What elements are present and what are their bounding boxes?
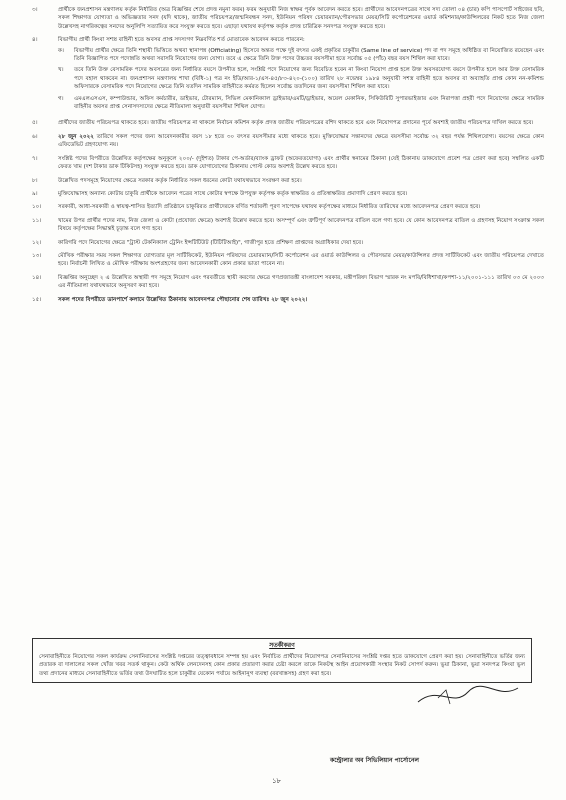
clause-number: ৯।	[32, 190, 38, 197]
warning-title: সতর্কীকরণ	[269, 642, 295, 649]
clause-text-wrap	[58, 296, 544, 304]
sub-clause-label: খ।	[58, 67, 64, 74]
clause-text-wrap	[58, 190, 544, 198]
sub-clause-label: ক।	[58, 47, 64, 54]
clause-text: বিজ্ঞপ্তির অনুচ্ছেদ ২ এ উল্লেখিত অস্থায়ী পদ সমূহে নিয়োগ এবং পরবর্তীতে স্থায়ী করণের ক্ষেত্রে গণপ্রজাতন্ত্রী বাংলাদেশ সরকার, মন্ত্রীপরিষদ বিভাগ স্মারক নং মপবি/বিধিশাখা/কপশা-১১/২০০১-১১১ তারিখ ০৩ মে ২০০৩ এর নীতিমালা যথাযথভাবে অনুসরণ করা হবে।	[58, 274, 544, 290]
clause-item	[32, 296, 544, 304]
clause-item	[32, 177, 544, 185]
clause-item	[32, 36, 544, 114]
sub-clause	[58, 66, 544, 91]
clause-number: ১৫।	[32, 296, 42, 303]
clause-number: ১০।	[32, 204, 42, 211]
sub-clause-text: বিভাগীয় প্রার্থীর ক্ষেত্রে তিনি শস্থায়ী ভিত্তিতে অথবা স্থানাপন্ন (Officiating) হিসেবে অন্তত পক্ষে দুই বৎসর একই প্রকৃতির চাকুরীর (Same line of service) পদ বা পদ সমূহে অধিষ্ঠিত বা নিয়োজিত রয়েছেন এবং তিনি বিজ্ঞাপিত পদে পদোন্নতি অথবা সরাসরি নিয়োগের জন্য যোগ্য। তবে এ ক্ষেত্রে তিনি উক্ত পদের উচ্চতর বয়সসীমা হতে সর্বোচ্চ ০৫ (পাঁচ) বছর বয়স শিথিল করা যাবে।	[74, 47, 544, 63]
signature-mark	[408, 680, 528, 710]
page-number: ১৮	[272, 777, 282, 785]
clause-text: প্রার্থীদের জাতীয় পরিচয়পত্র থাকতে হবে। জাতীয় পরিচয়পত্র না থাকলে নির্বাচন কমিশন কর্তৃক প্রদত্ত জাতীয় পরিচয়পত্রের রশিদ থাকতে হবে এবং নিয়োগপত্র প্রদানের পূর্বে অবশ্যই জাতীয় পরিচয়পত্র দাখিল করতে হবে।	[58, 120, 534, 127]
clause-number: ১৩।	[32, 252, 42, 259]
clause-item	[32, 239, 544, 247]
signatory-designation: কন্ট্রোলার অব সিভিলিয়ান পার্সোনেল	[330, 757, 420, 764]
sub-clause	[58, 95, 544, 112]
warning-text: সেনাবাহিনীতে নিয়োগের সকল কার্যক্রম সেনানিবাসের সংশ্লিষ্ট দপ্তরের তত্ত্বাবধানে সম্পন্ন হয় এবং নির্বাচিত প্রার্থীদের নিয়োগপত্র সেনানিবাসের সংশ্লিষ্ট দপ্তর হতে ডাকযোগে প্রেরণ করা হয়। সেনাবাহিনীতে ভর্তির জন্য প্রতারক বা দালালের সকল খোঁজ খবর সতর্ক থাকুন। কেউ অর্থিক লেনদেনসহ কোন প্রকার প্রতারণা করার চেষ্টা করলে তাকে নিকটস্থ আইন প্রয়োগকারী সংস্থার নিকট সোপর্দ করুন। ভুয়া ঠিকানা, ভুয়া সনদপত্র কিংবা ভুল তথ্য প্রদানের মাধ্যমে সেনাবাহিনীতে ভর্তির তথ্য উদঘাটিত হলে চাকুরীর যেকোন পর্যায়ে আইনানুগ ব্যবস্থা (বরখাস্তসহ) গ্রহণ করা হবে।	[39, 653, 525, 677]
clause-text: প্রার্থীকে জনপ্রশাসন মন্ত্রণালয় কর্তৃক নির্ধারিত (অত্র বিজ্ঞপ্তির শেষে প্রদত্ত নমুনা ফরম) ফরম অনুযায়ী নিজ স্বাক্ষর পূর্বক আবেদন করতে হবে। প্রার্থীদের আবেদনপত্রের সাথে সদ্য তোলা ০৪ (চার) কপি পাসপোর্ট সাইজের ছবি, সকল শিক্ষাগত যোগ্যতা ও অভিজ্ঞতার সনদ (যদি থাকে), জাতীয় পরিচয়পত্র/জন্মনিবন্ধন সনদ, ইউনিয়ন পরিষদ চেয়ারম্যান/পৌরসভার মেয়র/সিটি কর্পোরেশনের ওয়ার্ড কমিশনার/কাউন্সিলরের নিকট হতে নিজ জেলা উল্লেখসহ নাগরিকত্বের সনদের অনুলিপি সত্যায়িত করে সংযুক্ত করতে হবে। এছাড়া যথাযথ কর্তৃপক্ষ কর্তৃক প্রদত্ত চারিত্রিক সনদপত্র সংযুক্ত করতে হবে।	[58, 7, 544, 30]
clause-number: ৬।	[32, 133, 38, 140]
clause-text: খামের উপর প্রার্থীর পদের নাম, নিজ জেলা ও কোটা (প্রযোজ্য ক্ষেত্রে) অবশ্যই উল্লেখ করতে হবে। অসম্পূর্ণ এবং ত্রুটিপূর্ণ আবেদনপত্র বাতিল বলে গণ্য হবে। যে কোন আবেদনপত্র বাতিল ও গ্রহণসহ নিয়োগ সংক্রান্ত সকল বিষয়ে কর্তৃপক্ষের সিদ্ধান্তই চূড়ান্ত বলে গণ্য হবে।	[58, 217, 544, 233]
sub-clause-text: তবে তিনি উক্ত বেসামরিক পদের অবসরের জন্য নির্ধারিত বয়সে উপনীত হলে, সংশ্লিষ্ট পদে নিয়োগের জন্য বিবেচিত হবেন না কিংবা নিয়োগ প্রাপ্ত হলে উক্ত অবসরযোগ্য বয়সে উপনীত হলে আর উক্ত বেসামরিক পদে বহাল থাকবেন না। জনপ্রশাসন মন্ত্রণালয় শাখা (বিধি-১) পত্র নং ইডি/আর-১/এস-৪৫/৮৩-৪২০-(১০০) তারিখ ২৮ নভেম্বর ১৯৮৪ অনুযায়ী সশস্ত্র বাহিনী হতে অবসর বা অব্যাহতি প্রাপ্ত কোন নন-কমিশন্ড অফিসারকে বেসামরিক পদে নিয়োগের ক্ষেত্রে তিনি যতদিন সামরিক বাহিনীতে কর্মরত ছিলেন সর্বোচ্চ ততদিনের জন্য বয়সসীমা শিথিল করা যাবে।	[74, 67, 544, 91]
clause-text-wrap	[58, 239, 544, 247]
sub-clause-text: এমএলএসএস, কম্পাউন্ডার, অফিস কর্মচারীর, ডাইভার, টোরম্যান, সিভিল মেকানিক্যাল ড্রাইভার/এমটি/ড্রাইভার, অয়েল মেকানিক, সিকিউরিটি সুপারভাইজার এবং নিরাপত্তা প্রহরী পদে নিয়োগের ক্ষেত্রে সামরিক বাহিনীর অবসর প্রাপ্ত সেনাসদস্যদের ক্ষেত্রে নীতিমালা অনুযায়ী বয়সসীমা শিথিল যোগ্য।	[74, 95, 544, 111]
clause-item	[32, 133, 544, 150]
clause-text: তারিখে সকল পদের জন্য আবেদনকারীর বয়স ১৮ হতে ৩০ বৎসর বয়সসীমার মধ্যে থাকতে হবে। মুক্তিযোদ্ধার সন্তানদের ক্ষেত্রে বয়সসীমা সর্বোচ্চ ৩২ বছর পর্যন্ত শিথিলযোগ্য। বয়সের ক্ষেত্রে কোন এফিডেভিট গ্রহণযোগ্য নয়।	[58, 133, 544, 149]
clause-text-wrap	[58, 133, 544, 150]
clause-text: সরকারী, আধা-সরকারী ও স্বায়ত্ব-শাসিত ইত্যাদি প্রতিষ্ঠানে চাকুরিরত প্রার্থীদেরকে বর্ণিত শর্তাবলী পূরণ সাপেক্ষে যথাযথ কর্তৃপক্ষের মাধ্যমে নির্ধারিত তারিখের মধ্যে আবেদনপত্র প্রেরণ করতে হবে।	[58, 204, 481, 211]
clause-number: ১৪।	[32, 274, 42, 281]
clause-number: ৮।	[32, 177, 38, 184]
clause-item	[32, 203, 544, 211]
clause-number: ৭।	[32, 155, 38, 162]
clause-text-wrap	[58, 155, 544, 172]
clause-text: সকল পদের বিপরীতে ডানপার্শে কলামে উল্লেখিত ঠিকানায় আবেদনপত্র পৌছানোর শেষ তারিখঃ ২৮ জুন ২০২২।	[58, 296, 308, 303]
clause-item	[32, 217, 544, 234]
sub-clause-label: গ।	[58, 95, 64, 102]
clause-text: মৌখিক পরীক্ষার সময় সকল শিক্ষাগত যোগ্যতার মূল সার্টিফিকেট, ইউনিয়ন পরিষদের চেয়ারম্যান/সিটি কর্পোরেশন এর ওয়ার্ড কাউন্সিলর ও পৌরসভার মেয়র/কাউন্সিলর প্রদত্ত সার্টিফিকেট এবং জাতীয় পরিচয়পত্র দেখাতে হবে। নির্বাচনী লিখিত ও মৌখিক পরীক্ষায় অংশগ্রহণের জন্য আবেদনকারী কোন প্রকার ভাতা পাবেন না।	[58, 252, 544, 268]
clause-text: সংশ্লিষ্ট পদের বিপরীতে উল্লেখিত কর্তৃপক্ষের অনুকূলে ২০০/- (দুইশত) টাকার পে-অর্ডার/ব্যাংক ড্রাফট (অফেরতযোগ্য) এবং প্রার্থীর স্বনামের ঠিকানা (যেই ঠিকানায় ডাকযোগে প্রবেশ পত্র প্রেরণ করা হবে) সম্বলিত একটি ফেরত খাম (দশ টাকার ডাক টিকিটসহ) সংযুক্ত করতে হবে। ডাক যোগাযোগের ঠিকানায় পোস্ট কোড অবশ্যই উল্লেখ করতে হবে।	[58, 155, 544, 171]
clause-number: ৪।	[32, 37, 38, 44]
clause-item	[32, 190, 544, 198]
clause-text-wrap	[58, 217, 544, 234]
clause-item	[32, 119, 544, 127]
clause-number: ১১।	[32, 217, 42, 224]
clause-number: ১২।	[32, 239, 42, 246]
clause-text: বিভাগীয় প্রার্থী কিংবা সশস্ত্র বাহিনী হতে অবসর প্রাপ্ত সদস্যগণ নিম্নবর্ণিত শর্ত মোতাবেক আবেদন করতে পারবেন:	[58, 37, 305, 44]
clause-item	[32, 6, 544, 31]
clause-item	[32, 274, 544, 291]
clause-item	[32, 155, 544, 172]
warning-box	[32, 638, 532, 683]
clause-text-wrap	[58, 36, 544, 114]
clause-text: মুক্তিযোদ্ধাসহ অন্যান্য কোটায় চাকুরি প্রার্থীকে আবেদন পত্রের সাথে কোটার স্বপক্ষে উপযুক্ত কর্তৃপক্ষ কর্তৃক স্বাক্ষরিত ও প্রতিস্বাক্ষরিত প্রমাণাদি প্রেরণ করতে হবে।	[58, 190, 408, 197]
clause-text-wrap	[58, 203, 544, 211]
clause-text: কারিগরি পদে নিয়োগের ক্ষেত্রে "ট্রাস্ট টেকনিক্যাল ট্রেনিং ইন্সটিটিউট (টিটিটিআই)", গাজীপুর হতে প্রশিক্ষণ প্রাপ্তদের অগ্রাধিকার দেয়া হবে।	[58, 239, 364, 246]
clause-item	[32, 252, 544, 269]
clause-number: ৩।	[32, 7, 38, 13]
clause-text-wrap	[58, 252, 544, 269]
clause-text-wrap	[58, 6, 544, 31]
clause-text-wrap	[58, 177, 544, 185]
clause-number: ৫।	[32, 120, 38, 127]
sub-clause	[58, 47, 544, 64]
clause-date: ২৮ জুন ২০২২	[58, 133, 94, 140]
document-body	[32, 6, 544, 309]
clause-text: উল্লেখিত পদসমূহে নিয়োগের ক্ষেত্রে সরকার কর্তৃক নির্ধারিত সকল ধরনের কোটা যথাযথভাবে সংরক্ষণ করা হবে।	[58, 177, 302, 184]
clause-text-wrap	[58, 119, 544, 127]
clause-text-wrap	[58, 274, 544, 291]
